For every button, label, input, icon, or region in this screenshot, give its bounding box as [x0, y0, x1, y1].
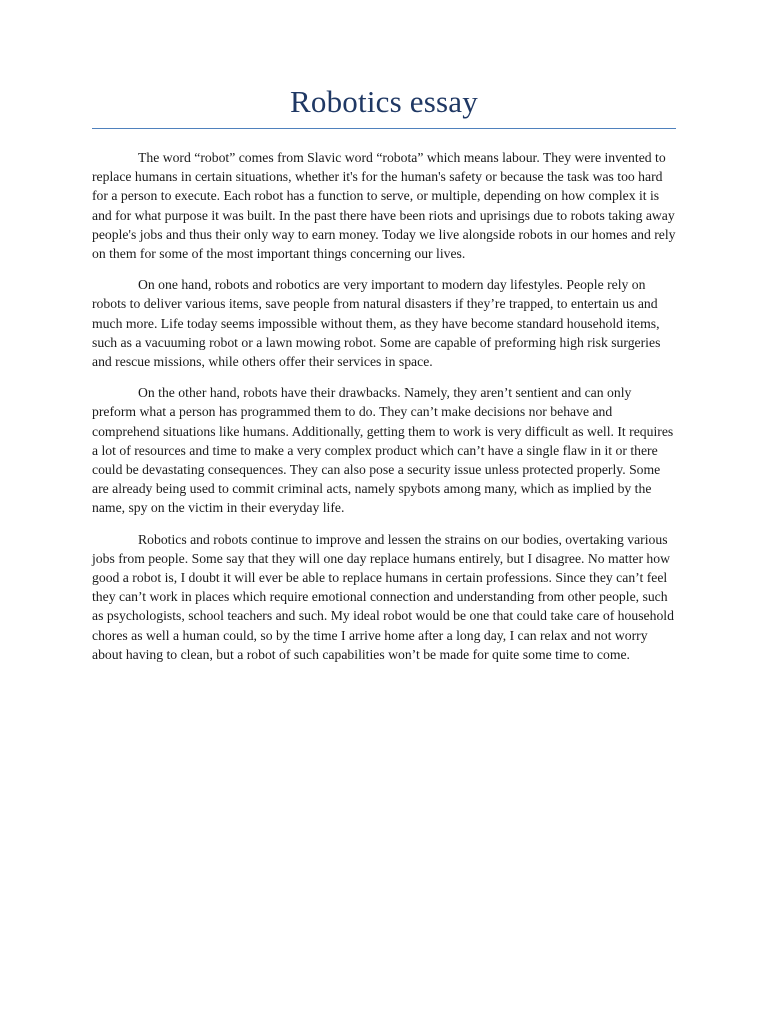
paragraph-advantages: On one hand, robots and robotics are very important to modern day lifestyles. People rely on robots to deliver various items, save people from natural disasters if they’re trapped, to entertain us and much more. Life today seems impossible without them, as they have become standard household items, such as a vacuuming robot or a lawn mowing robot. Some are capable of preforming high risk surgeries and rescue missions, while others offer their services in space.: [92, 277, 661, 370]
document-body: [92, 148, 676, 676]
title-underline: [92, 128, 676, 129]
paragraph-conclusion: Robotics and robots continue to improve and lessen the strains on our bodies, overtaking various jobs from people. Some say that they will one day replace humans entirely, but I disagree. No matter how good a robot is, I doubt it will ever be able to replace humans in certain professions. Since they can’t feel they can’t work in places which require emotional connection and understanding from other people, such as psychologists, school teachers and such. My ideal robot would be one that could take care of household chores as well a human could, so by the time I arrive home after a long day, I can relax and not worry about having to clean, but a robot of such capabilities won’t be made for quite some time to come.: [92, 531, 674, 662]
document-title: Robotics essay: [290, 84, 478, 119]
paragraph-intro: The word “robot” comes from Slavic word “robota” which means labour. They were invented to replace humans in certain situations, whether it's for the human's safety or because the task was too hard for a person to execute. Each robot has a function to serve, or multiple, depending on how complex it is and for what purpose it was built. In the past there have been riots and uprisings due to robots taking away people's jobs and thus their only way to earn money. Today we live alongside robots in our homes and rely on them for some of the most important things concerning our lives.: [92, 150, 676, 262]
paragraph-drawbacks: On the other hand, robots have their drawbacks. Namely, they aren’t sentient and can only preform what a person has programmed them to do. They can’t make decisions nor behave and comprehend situations like humans. Additionally, getting them to work is very difficult as well. It requires a lot of resources and time to make a very complex product which can’t have a single flaw in it or there could be devastating consequences. They can also pose a security issue unless protected properly. Some are already being used to commit criminal acts, namely spybots among many, which as implied by the name, spy on the victim in their everyday life.: [92, 385, 674, 516]
